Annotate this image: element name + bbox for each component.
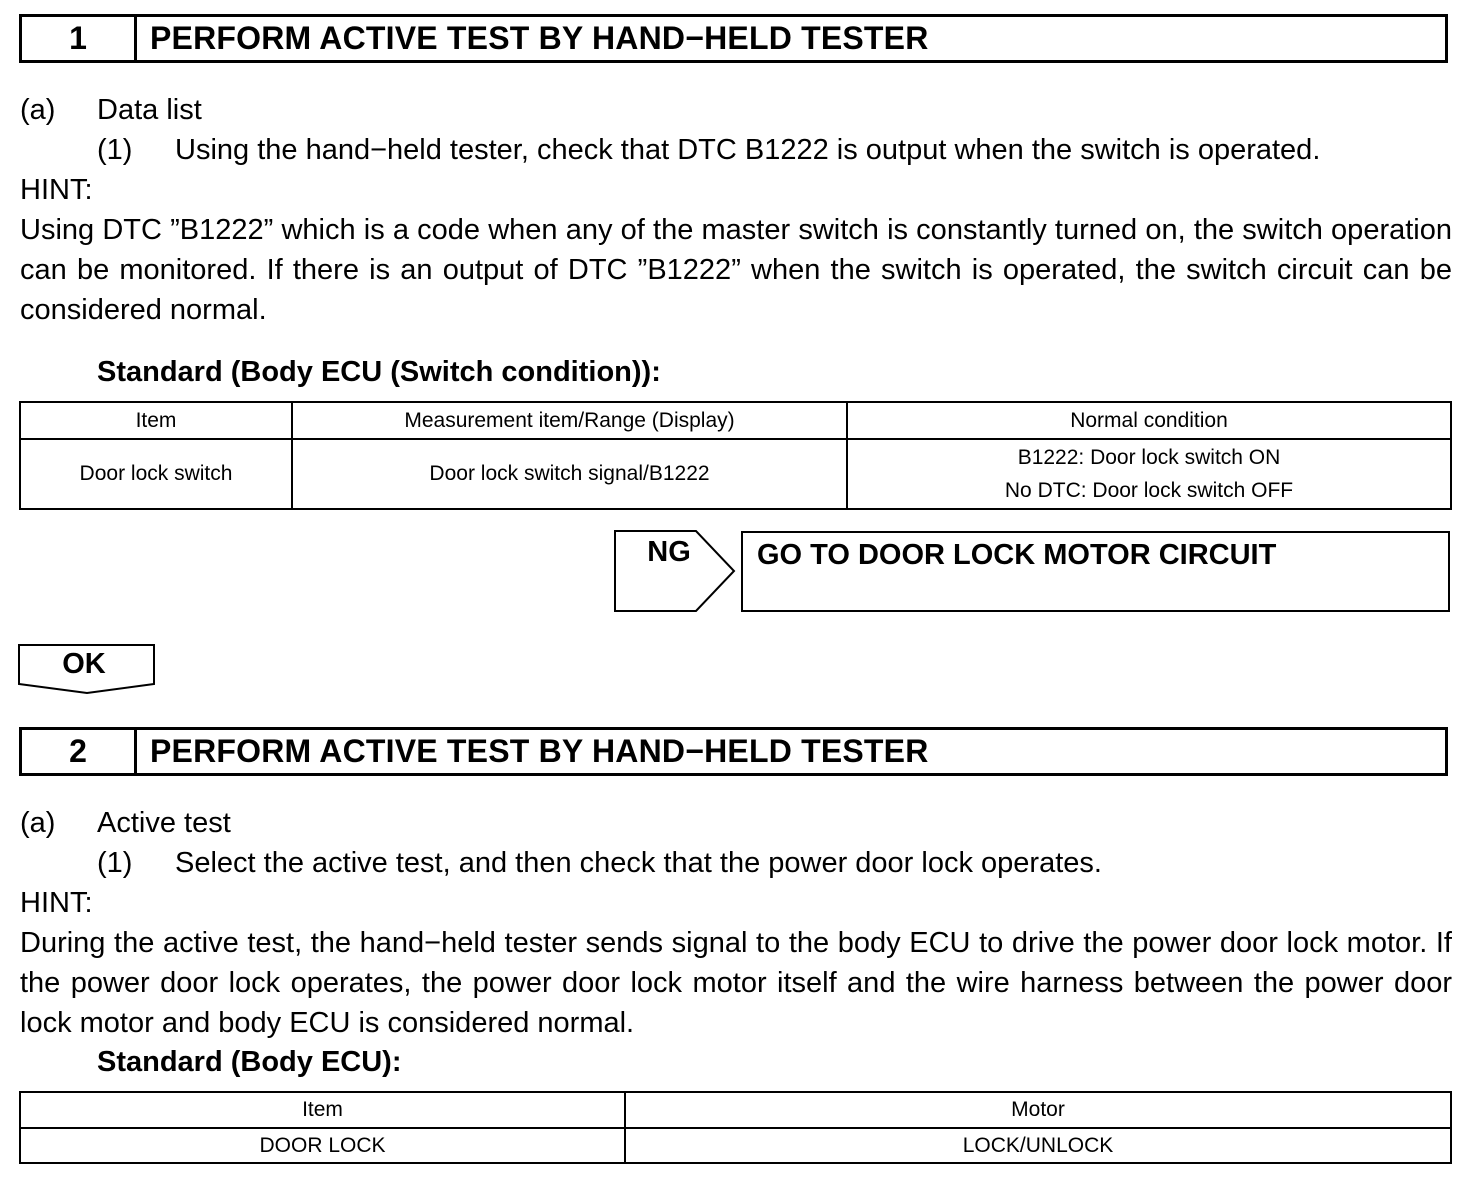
table-cell-item: Door lock switch [20, 439, 292, 509]
step-1-hint-label: HINT: [20, 174, 93, 206]
table-header-row [20, 1092, 1451, 1128]
table-cell-item: DOOR LOCK [20, 1128, 625, 1163]
ok-label: OK [62, 648, 106, 680]
table-cell-measurement: Door lock switch signal/B1222 [292, 439, 847, 509]
step-1-sub-1-text: Using the hand−held tester, check that DTC B1222 is output when the switch is operated. [175, 134, 1321, 166]
table-header-motor: Motor [625, 1092, 1451, 1128]
table-row [20, 1128, 1451, 1163]
step-1-hint-text: Using DTC ”B1222” which is a code when any of the master switch is constantly turned on, the switch operation can be monitored. If there is an output of DTC ”B1222” when the switch is operated, the switch circuit can be considered normal. [20, 214, 1452, 326]
ng-result-text: GO TO DOOR LOCK MOTOR CIRCUIT [757, 539, 1277, 571]
table-row [20, 439, 1451, 509]
condition-line-1: B1222: Door lock switch ON [1017, 446, 1281, 469]
ng-label: NG [647, 536, 691, 568]
table-header-measurement: Measurement item/Range (Display) [292, 402, 847, 439]
step-1-number: 1 [22, 17, 137, 60]
step-1-sub-a-label: (a) [20, 94, 56, 126]
step-1-standard-label: Standard (Body ECU (Switch condition)): [97, 356, 661, 388]
step-2-standard-label: Standard (Body ECU): [97, 1046, 402, 1078]
step-2-title: PERFORM ACTIVE TEST BY HAND−HELD TESTER [150, 733, 929, 769]
ng-result-box [741, 531, 1450, 612]
step-1-sub-1-label: (1) [97, 134, 133, 166]
step-2-hint-text: During the active test, the hand−held tester sends signal to the body ECU to drive the power door lock motor. If the power door lock operates, the power door lock motor itself and the wire harness between the power door lock motor and body ECU is considered normal. [20, 927, 1452, 1039]
table-header-row [20, 402, 1451, 439]
table-cell-motor: LOCK/UNLOCK [625, 1128, 1451, 1163]
table-cell-condition [847, 439, 1451, 509]
step-2-sub-1-text: Select the active test, and then check that the power door lock operates. [175, 847, 1102, 879]
step-1-sub-a-text: Data list [97, 94, 202, 126]
step-1-standard-table [19, 401, 1452, 510]
step-2-sub-1-label: (1) [97, 847, 133, 879]
table-header-condition: Normal condition [847, 402, 1451, 439]
step-1-title: PERFORM ACTIVE TEST BY HAND−HELD TESTER [150, 20, 929, 56]
step-2-sub-a-text: Active test [97, 807, 231, 839]
step-2-header [19, 727, 1448, 776]
table-header-item: Item [20, 402, 292, 439]
step-2-hint-label: HINT: [20, 887, 93, 919]
ok-tag [18, 644, 156, 694]
condition-line-2: No DTC: Door lock switch OFF [1004, 479, 1294, 502]
ng-tag [614, 530, 736, 612]
step-2-standard-table [19, 1091, 1452, 1164]
table-header-item: Item [20, 1092, 625, 1128]
step-1-header [19, 14, 1448, 63]
step-2-sub-a-label: (a) [20, 807, 56, 839]
step-2-number: 2 [22, 730, 137, 773]
